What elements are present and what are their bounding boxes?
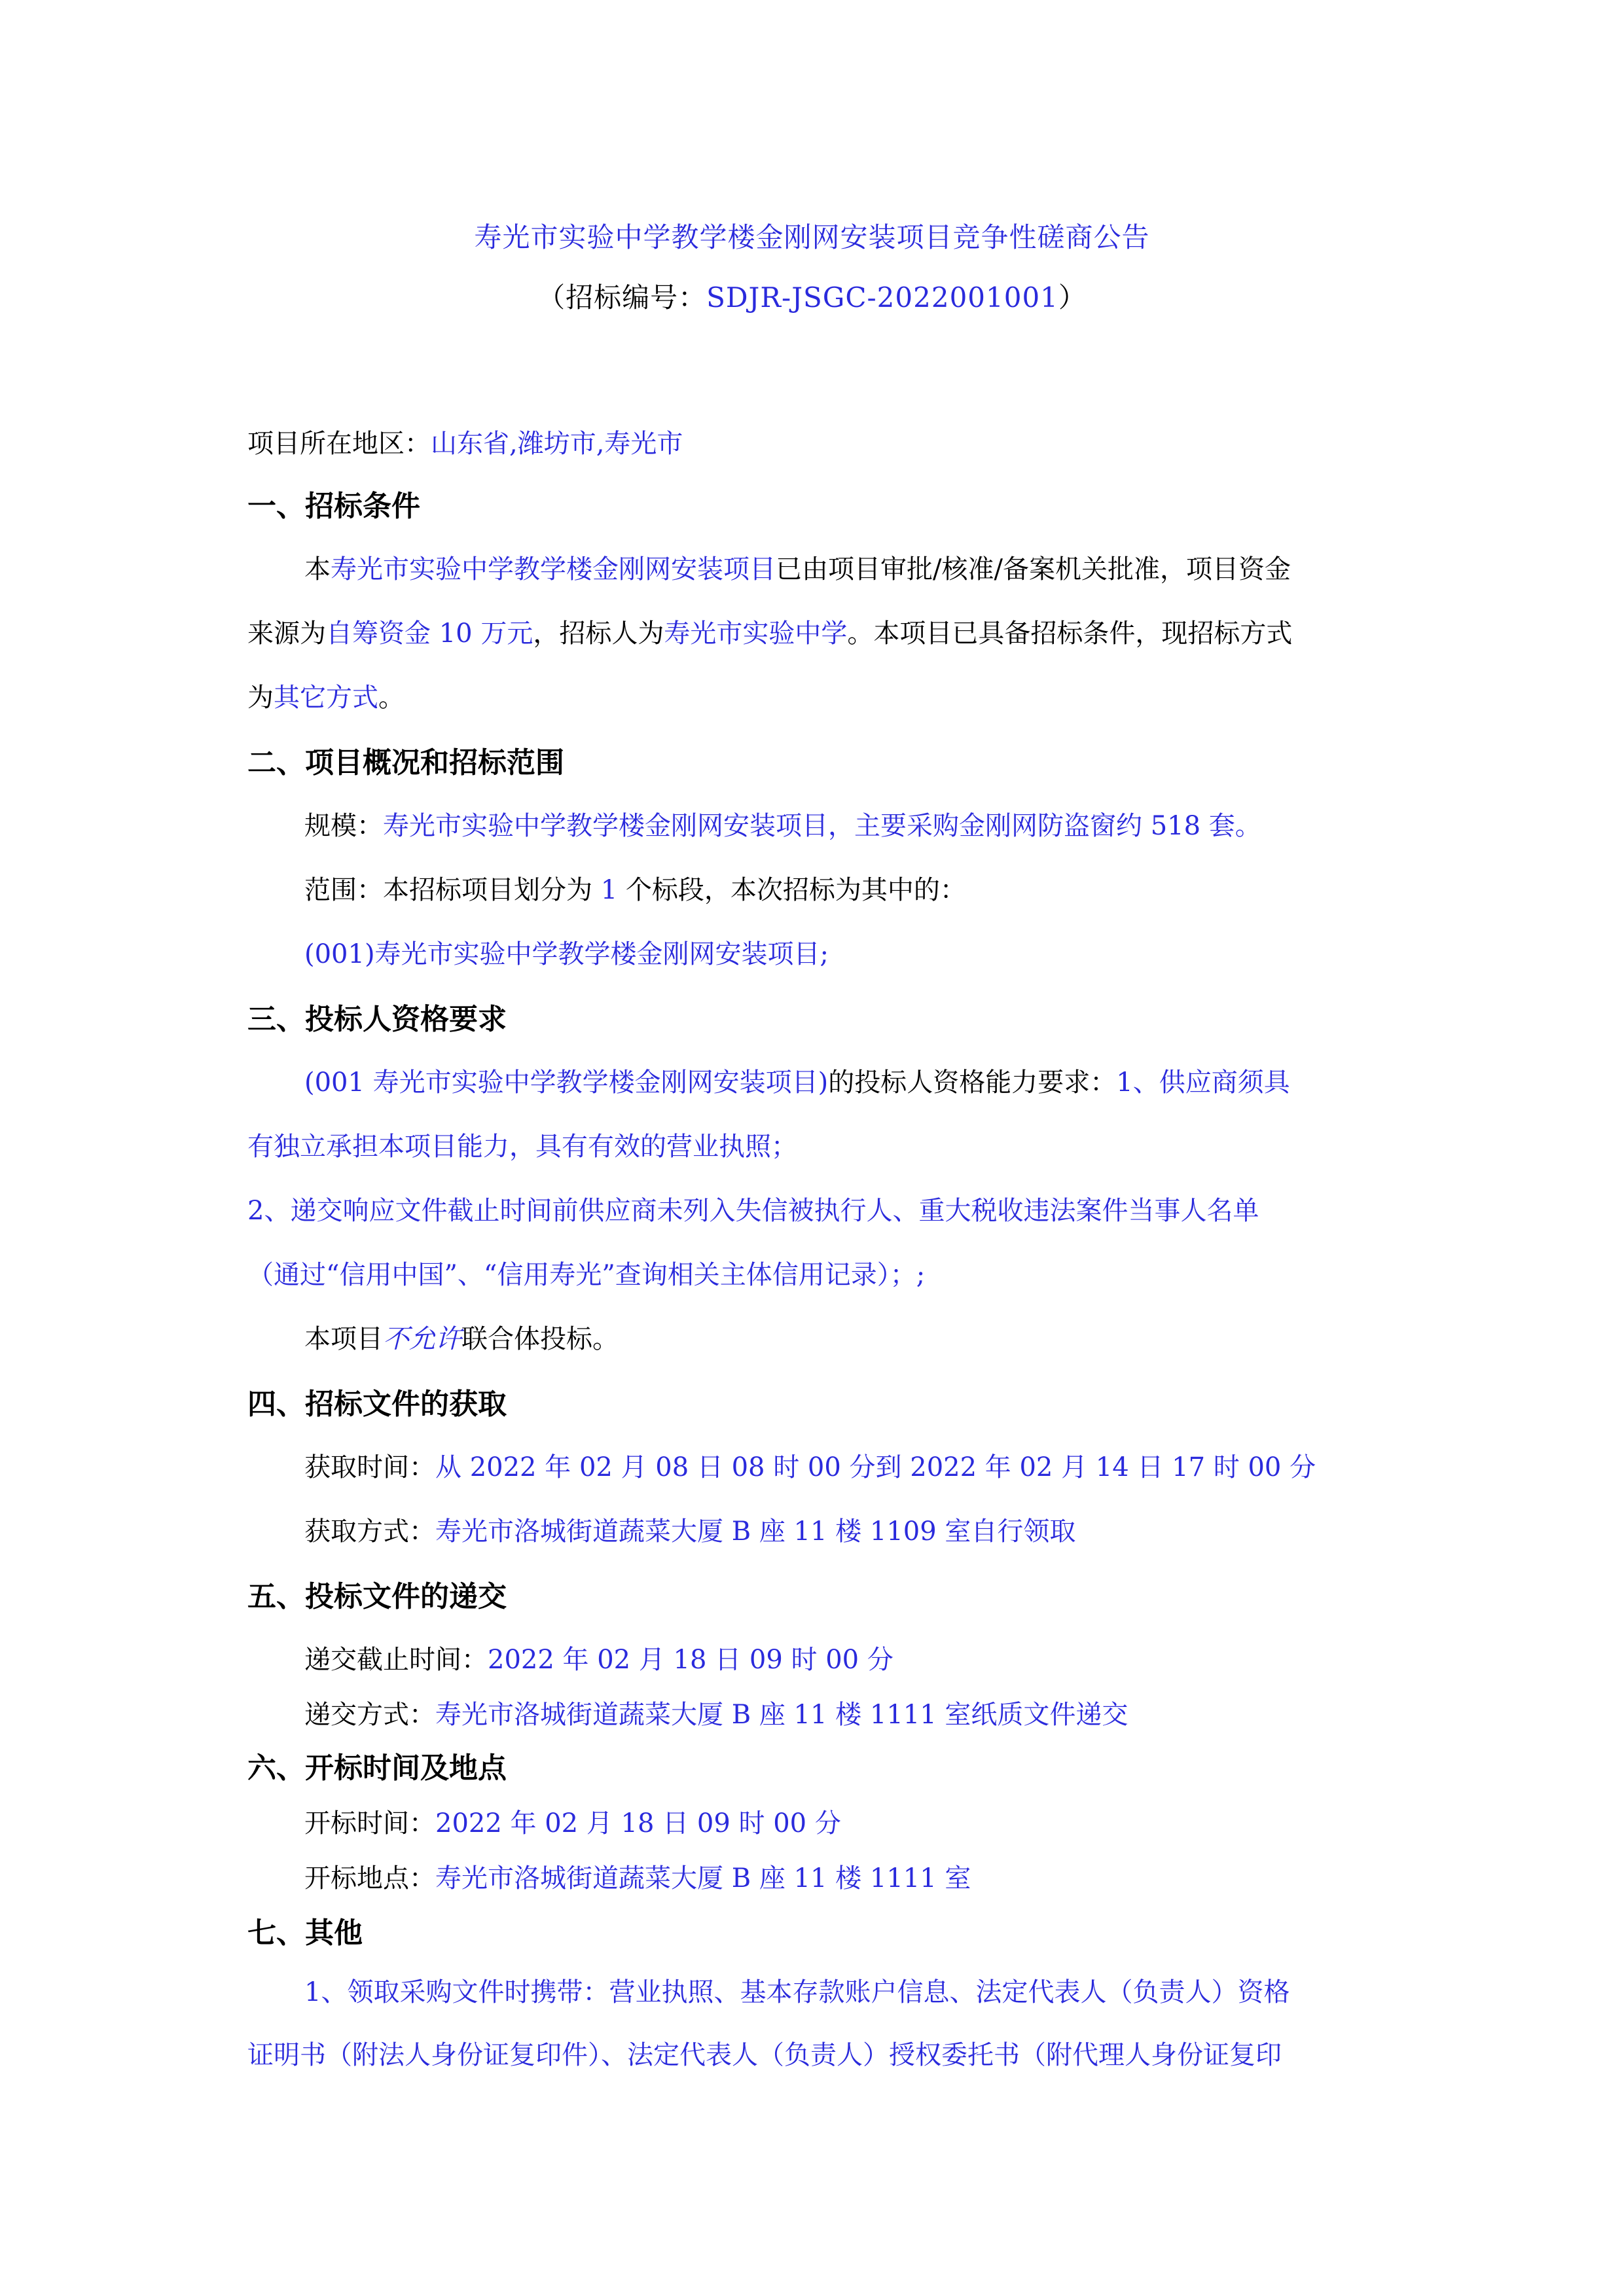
text: ，招标人为 (533, 619, 664, 649)
location-value: 山东省,潍坊市,寿光市 (431, 429, 683, 459)
submit-deadline-label: 递交截止时间： (304, 1645, 488, 1675)
opening-place-value: 寿光市洛城街道蔬菜大厦 B 座 11 楼 1111 室 (435, 1863, 971, 1893)
acquire-time-value: 从 2022 年 02 月 08 日 08 时 00 分到 2022 年 02 月 14 日 17 时 00 分 (435, 1452, 1316, 1482)
text: 为 (247, 683, 274, 713)
submit-method-label: 递交方式： (304, 1700, 435, 1730)
section-6-heading: 六、开标时间及地点 (247, 1751, 507, 1785)
requirement-text: 1、供应商须具 (1116, 1067, 1290, 1098)
requirement-line3: 2、递交响应文件截止时间前供应商未列入失信被执行人、重大税收违法案件当事人名单 (247, 1196, 1259, 1226)
acquire-method-line (304, 1518, 1391, 1545)
scale-label: 规模： (304, 811, 383, 841)
opening-time-line (304, 1810, 1391, 1837)
requirement-line2: 有独立承担本项目能力，具有有效的营业执照； (247, 1132, 797, 1162)
opening-time-value: 2022 年 02 月 18 日 09 时 00 分 (435, 1808, 841, 1839)
scale-value: 寿光市实验中学教学楼金刚网安装项目，主要采购金刚网防盗窗约 518 套。 (383, 811, 1261, 841)
opening-time-label: 开标时间： (304, 1808, 435, 1839)
submit-deadline-value: 2022 年 02 月 18 日 09 时 00 分 (488, 1645, 893, 1675)
section-1-para-line2 (247, 620, 1390, 647)
text: 。本项目已具备招标条件，现招标方式 (847, 619, 1293, 649)
project-name: 寿光市实验中学教学楼金刚网安装项目 (331, 554, 776, 584)
requirement-line1 (304, 1069, 1391, 1096)
text: 来源为 (247, 619, 326, 649)
requirement-line4: （通过“信用中国”、“信用寿光”查询相关主体信用记录）；; (247, 1260, 926, 1290)
acquire-method-value: 寿光市洛城街道蔬菜大厦 B 座 11 楼 1109 室自行领取 (435, 1516, 1076, 1547)
tender-number-code: SDJR-JSGC-2022001001 (706, 281, 1058, 314)
lot-count: 1 (600, 875, 618, 905)
tenderer: 寿光市实验中学 (664, 619, 848, 649)
section-1-para-line3 (247, 685, 1390, 711)
scale-line (304, 813, 1391, 839)
consortium-line (304, 1326, 1391, 1352)
tender-number-suffix: ） (1058, 281, 1087, 314)
submit-method-line (304, 1702, 1391, 1728)
text: 。 (378, 683, 405, 713)
project-location (247, 431, 1390, 457)
tender-number-prefix: （招标编号： (537, 281, 707, 314)
section-5-heading: 五、投标文件的递交 (247, 1580, 507, 1613)
text: 本 (304, 554, 331, 584)
section-4-heading: 四、招标文件的获取 (247, 1388, 507, 1421)
opening-place-line (304, 1865, 1391, 1892)
section-7-heading: 七、其他 (247, 1916, 363, 1950)
consortium-status: 不允许 (383, 1324, 461, 1354)
tender-method: 其它方式 (274, 683, 378, 713)
opening-place-label: 开标地点： (304, 1863, 435, 1893)
submit-method-value: 寿光市洛城街道蔬菜大厦 B 座 11 楼 1111 室纸质文件递交 (435, 1700, 1128, 1730)
text: 个标段，本次招标为其中的： (625, 875, 966, 905)
acquire-time-line (304, 1454, 1391, 1480)
tender-number (0, 276, 1624, 315)
section-1-heading: 一、招标条件 (247, 490, 420, 523)
document-title: 寿光市实验中学教学楼金刚网安装项目竞争性磋商公告 (474, 221, 1150, 253)
lot-reference: (001 寿光市实验中学教学楼金刚网安装项目) (304, 1067, 829, 1098)
location-label: 项目所在地区： (247, 429, 431, 459)
range-line (304, 877, 1391, 903)
funding-source: 自筹资金 10 万元 (326, 619, 533, 649)
acquire-method-label: 获取方式： (304, 1516, 435, 1547)
acquire-time-label: 获取时间： (304, 1452, 435, 1482)
section-3-heading: 三、投标人资格要求 (247, 1003, 507, 1036)
text: 本项目 (304, 1324, 383, 1354)
submit-deadline-line (304, 1647, 1391, 1673)
lot-item: (001)寿光市实验中学教学楼金刚网安装项目; (304, 939, 829, 969)
text: 已由项目审批/核准/备案机关批准，项目资金 (776, 554, 1291, 584)
other-line1: 1、领取采购文件时携带：营业执照、基本存款账户信息、法定代表人（负责人）资格 (304, 1977, 1290, 2007)
text: 联合体投标。 (461, 1324, 619, 1354)
section-1-para-line1 (304, 556, 1391, 583)
text: 的投标人资格能力要求： (828, 1067, 1117, 1098)
section-2-heading: 二、项目概况和招标范围 (247, 746, 564, 780)
text: 范围：本招标项目划分为 (304, 875, 592, 905)
other-line2: 证明书（附法人身份证复印件）、法定代表人（负责人）授权委托书（附代理人身份证复印 (247, 2040, 1282, 2070)
